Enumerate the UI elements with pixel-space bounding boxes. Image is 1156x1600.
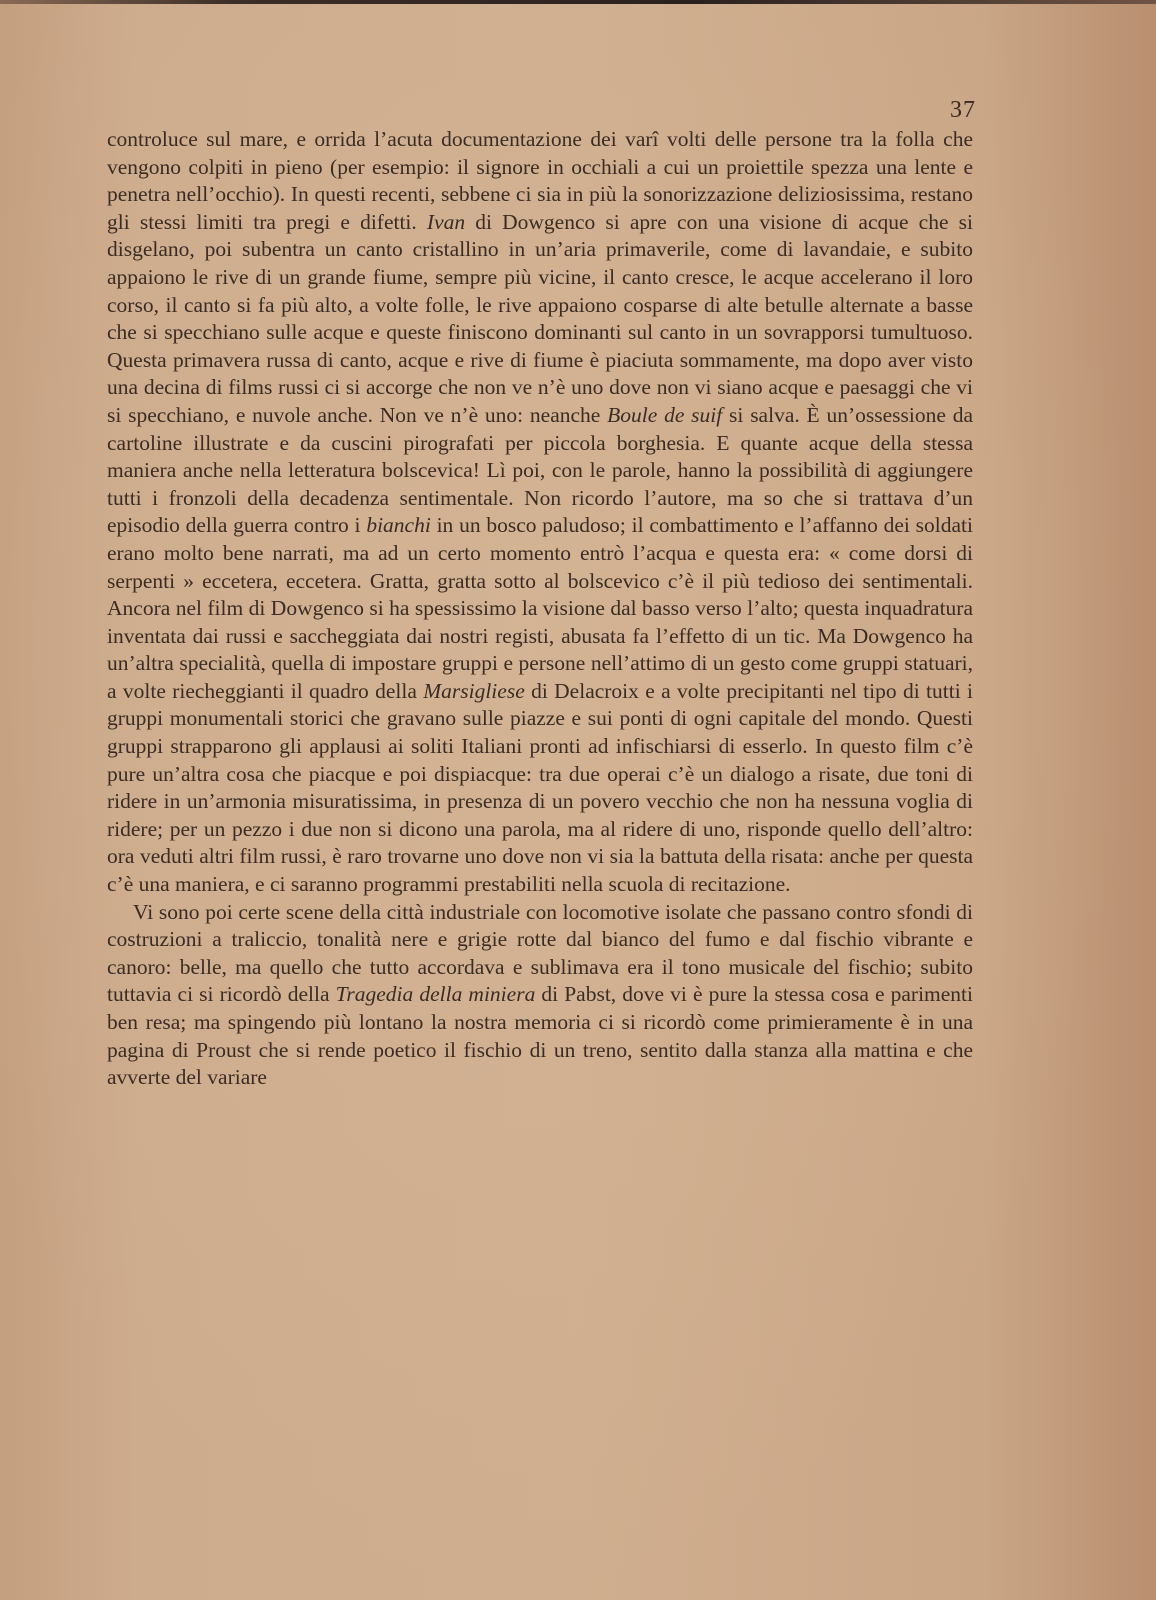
text-run: di Pabst, dove vi è pure la stessa cosa e parimenti ben resa; ma spingendo più lontano la nostra memoria ci si ricordò come primieramente è in una pagina di Proust che si rende poetico il fischio di un treno, sentito dalla stanza alla mattina e che avverte del variare — [107, 982, 974, 1090]
italic-title: Boule de suif — [607, 402, 723, 427]
text-run: in un bosco paludoso; il combattimento e l’affanno dei soldati erano molto bene narrati, ma ad un certo momento entrò l’acqua e questa era: « come dorsi di serpenti » eccetera, eccetera. Gratta, gratta sotto al bolscevico c’è il più tedioso dei sentimentali. Ancora nel film di Dowgenco si ha spessissimo la visione dal basso verso l’alto; questa inquadratura inventata dai russi e saccheggiata dai nostri registi, abusata fa l’effetto di un tic. Ma Dowgenco ha un’altra specialità, quella di impostare gruppi e persone nell’attimo di un gesto come gruppi statuari, a volte riecheggianti il quadro della — [107, 513, 973, 703]
italic-title: bianchi — [366, 513, 431, 538]
page-number: 37 — [950, 97, 976, 123]
page-top-edge — [0, 0, 1156, 4]
italic-title: Marsigliese — [423, 678, 525, 703]
paragraph — [107, 126, 973, 899]
text-run: controluce sul mare, e orrida l’acuta documentazione dei varî volti delle persone tra la folla che vengono colpiti in pieno (per esempio: il signore in occhiali a cui un proiettile spezza una lente e penetra nell’occhio). In questi recenti, sebbene ci sia in più la sonorizzazione deliziosissima, restano gli stessi limiti tra pregi e difetti. — [107, 127, 973, 234]
italic-title: Ivan — [426, 209, 466, 234]
paragraph — [107, 899, 973, 1092]
text-run: si salva. È un’ossessione da cartoline illustrate e da cuscini pirografati per piccola borghesia. E quante acque della stessa maniera anche nella letteratura bolscevica! Lì poi, con le parole, hanno la possibilità di aggiungere tutti i fronzoli della decadenza sentimentale. Non ricordo l’autore, ma so che si trattava d’un episodio della guerra contro i — [107, 402, 973, 538]
body-text — [107, 126, 973, 1092]
text-run: di Delacroix e a volte precipitanti nel tipo di tutti i gruppi monumentali storici che gravano sulle piazze e sui ponti di ogni capitale del mondo. Questi gruppi strapparono gli applausi ai soliti Italiani pronti ad infischiarsi di esserlo. In questo film c’è pure un’altra cosa che piacque e poi dispiacque: tra due operai c’è un dialogo a risate, due toni di ridere in un’armonia misuratissima, in presenza di un povero vecchio che non ha nessuna voglia di ridere; per un pezzo i due non si dicono una parola, ma al ridere di uno, risponde quello dell’altro: ora veduti altri film russi, è raro trovarne uno dove non vi sia la battuta della risata: anche per questa c’è una maniera, e ci saranno programmi prestabiliti nella scuola di recitazione. — [107, 678, 973, 897]
italic-title: Tragedia della miniera — [335, 982, 536, 1007]
text-run: Vi sono poi certe scene della città industriale con locomotive isolate che passano contro sfondi di costruzioni a traliccio, tonalità nere e grigie rotte dal bianco del fumo e dal fischio vibrante e canoro: belle, ma quello che tutto accordava e sublimava era il tono musicale del fischio; subito tuttavia ci si ricordò della — [107, 899, 973, 1007]
text-run: di Dowgenco si apre con una visione di acque che si disgelano, poi subentra un canto cristallino in un’aria primaverile, come di lavandaie, e subito appaiono le rive di un grande fiume, sempre più vicine, il canto cresce, le acque accelerano il loro corso, il canto si fa più alto, a volte folle, le rive appaiono cosparse di alte betulle alternate a basse che si specchiano sulle acque e queste finiscono dominanti sul canto in un sovrapporsi tumultuoso. Questa primavera russa di canto, acque e rive di fiume è piaciuta sommamente, ma dopo aver visto una decina di films russi ci si accorge che non ve n’è uno dove non vi siano acque e paesaggi che vi si specchiano, e nuvole anche. Non ve n’è uno: neanche — [107, 209, 973, 427]
